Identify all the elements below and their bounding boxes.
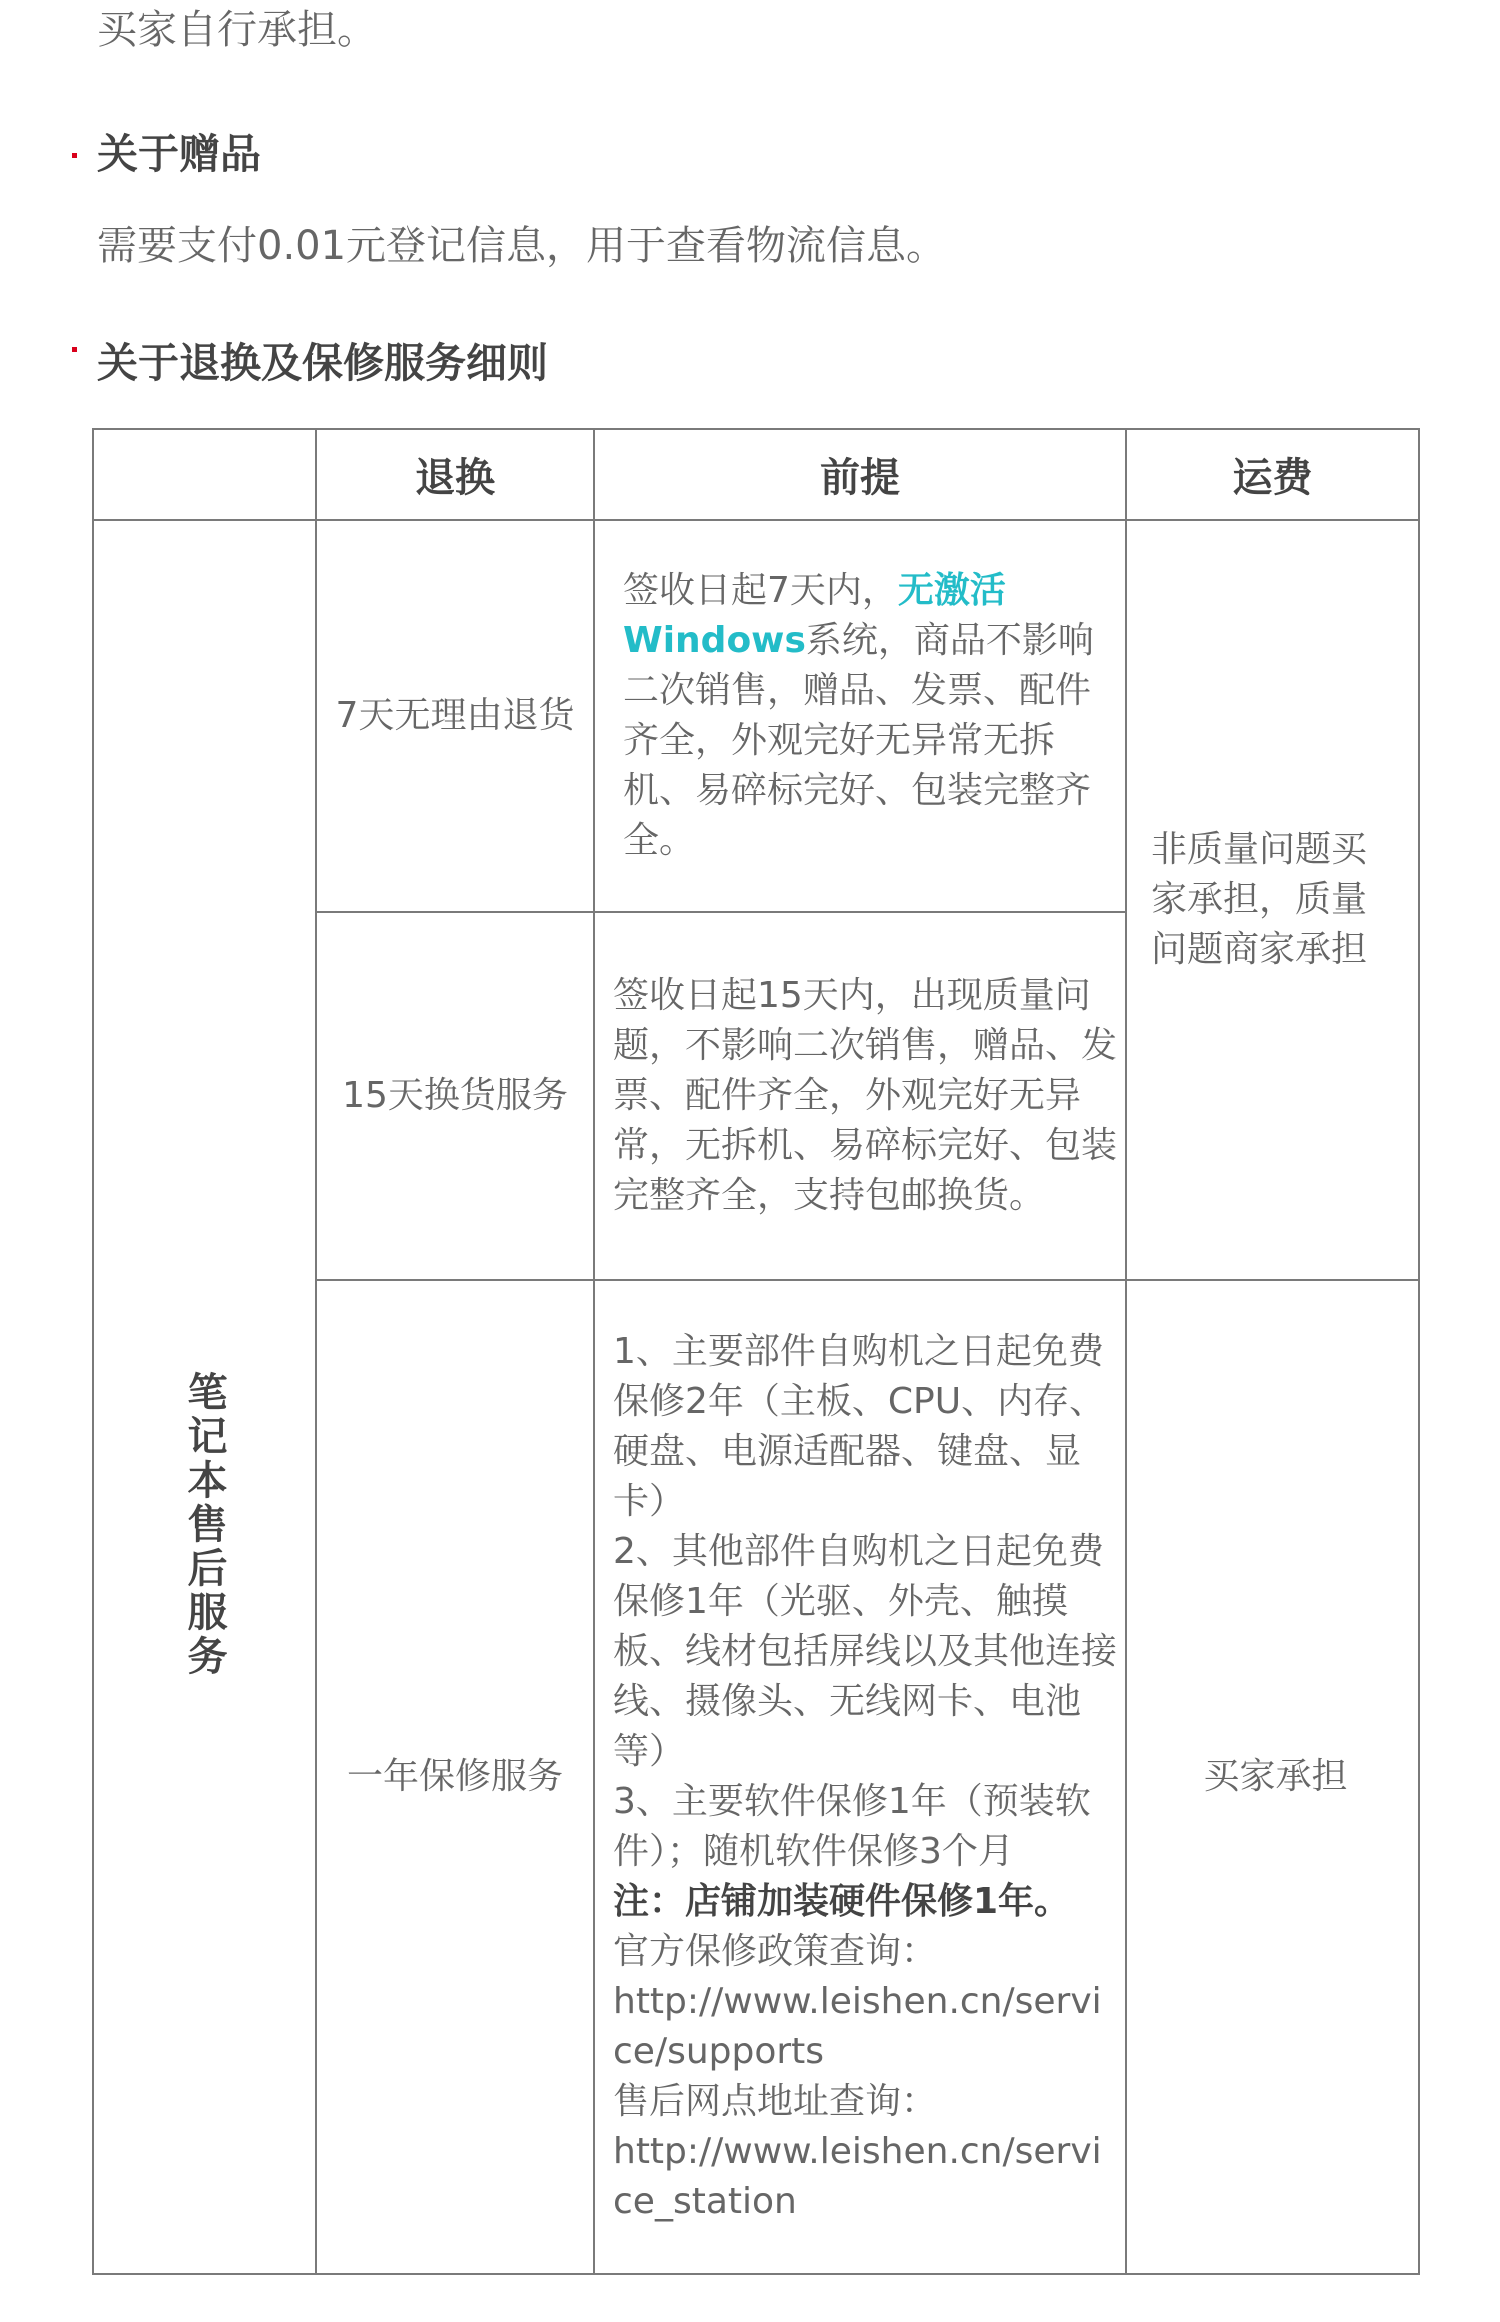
- type-15day-exchange: 15天换货服务: [316, 912, 594, 1280]
- official-policy-label: 官方保修政策查询：: [613, 1931, 938, 1972]
- service-station-label: 售后网点地址查询：: [613, 2081, 938, 2122]
- official-policy-link[interactable]: http://www.leishen.cn/service/supports: [613, 1981, 1102, 2072]
- condition-1year-warranty: [594, 1280, 1126, 2274]
- service-policy-table: [92, 428, 1420, 2275]
- service-station-link[interactable]: http://www.leishen.cn/service_station: [613, 2131, 1102, 2222]
- warranty-item-3: 3、主要软件保修1年（预装软件）；随机软件保修3个月: [613, 1781, 1091, 1872]
- warranty-item-2: 2、其他部件自购机之日起免费保修1年（光驱、外壳、触摸板、线材包括屏线以及其他连接线、摄像头、无线网卡、电池等）: [613, 1531, 1118, 1772]
- intro-text: 买家自行承担。: [97, 7, 377, 53]
- warranty-item-1: 1、主要部件自购机之日起免费保修2年（主板、CPU、内存、硬盘、电源适配器、键盘、显卡）: [613, 1331, 1106, 1522]
- shipping-warranty: 买家承担: [1126, 1280, 1419, 2274]
- policy-bullet: [72, 347, 77, 352]
- header-shipping: 运费: [1126, 429, 1419, 520]
- policy-title: 关于退换及保修服务细则: [97, 339, 548, 387]
- header-blank: [93, 429, 316, 520]
- side-label: 笔记本售后服务: [181, 1371, 227, 1679]
- condition-7day-highlight: 无激活Windows: [623, 570, 1006, 661]
- type-1year-warranty: 一年保修服务: [316, 1280, 594, 2274]
- warranty-note: 注：店铺加装硬件保修1年。: [613, 1881, 1071, 1922]
- condition-7day-return: [594, 520, 1126, 912]
- gift-bullet: [72, 153, 77, 158]
- header-condition: 前提: [594, 429, 1126, 520]
- type-7day-return: 7天无理由退货: [316, 520, 594, 912]
- header-type: 退换: [316, 429, 594, 520]
- gift-text: 需要支付0.01元登记信息，用于查看物流信息。: [97, 223, 947, 269]
- side-label-cell: [93, 520, 316, 2274]
- shipping-shared: 非质量问题买家承担，质量问题商家承担: [1126, 520, 1419, 1280]
- gift-title: 关于赠品: [97, 130, 261, 178]
- condition-7day-post: 系统，商品不影响二次销售，赠品、发票、配件齐全，外观完好无异常无拆机、易碎标完好、包装完整齐全。: [623, 620, 1094, 861]
- condition-15day-exchange: 签收日起15天内，出现质量问题，不影响二次销售，赠品、发票、配件齐全，外观完好无异常，无拆机、易碎标完好、包装完整齐全，支持包邮换货。: [594, 912, 1126, 1280]
- table-row: [93, 520, 1419, 912]
- table-header-row: [93, 429, 1419, 520]
- condition-7day-pre: 签收日起7天内，: [623, 570, 898, 611]
